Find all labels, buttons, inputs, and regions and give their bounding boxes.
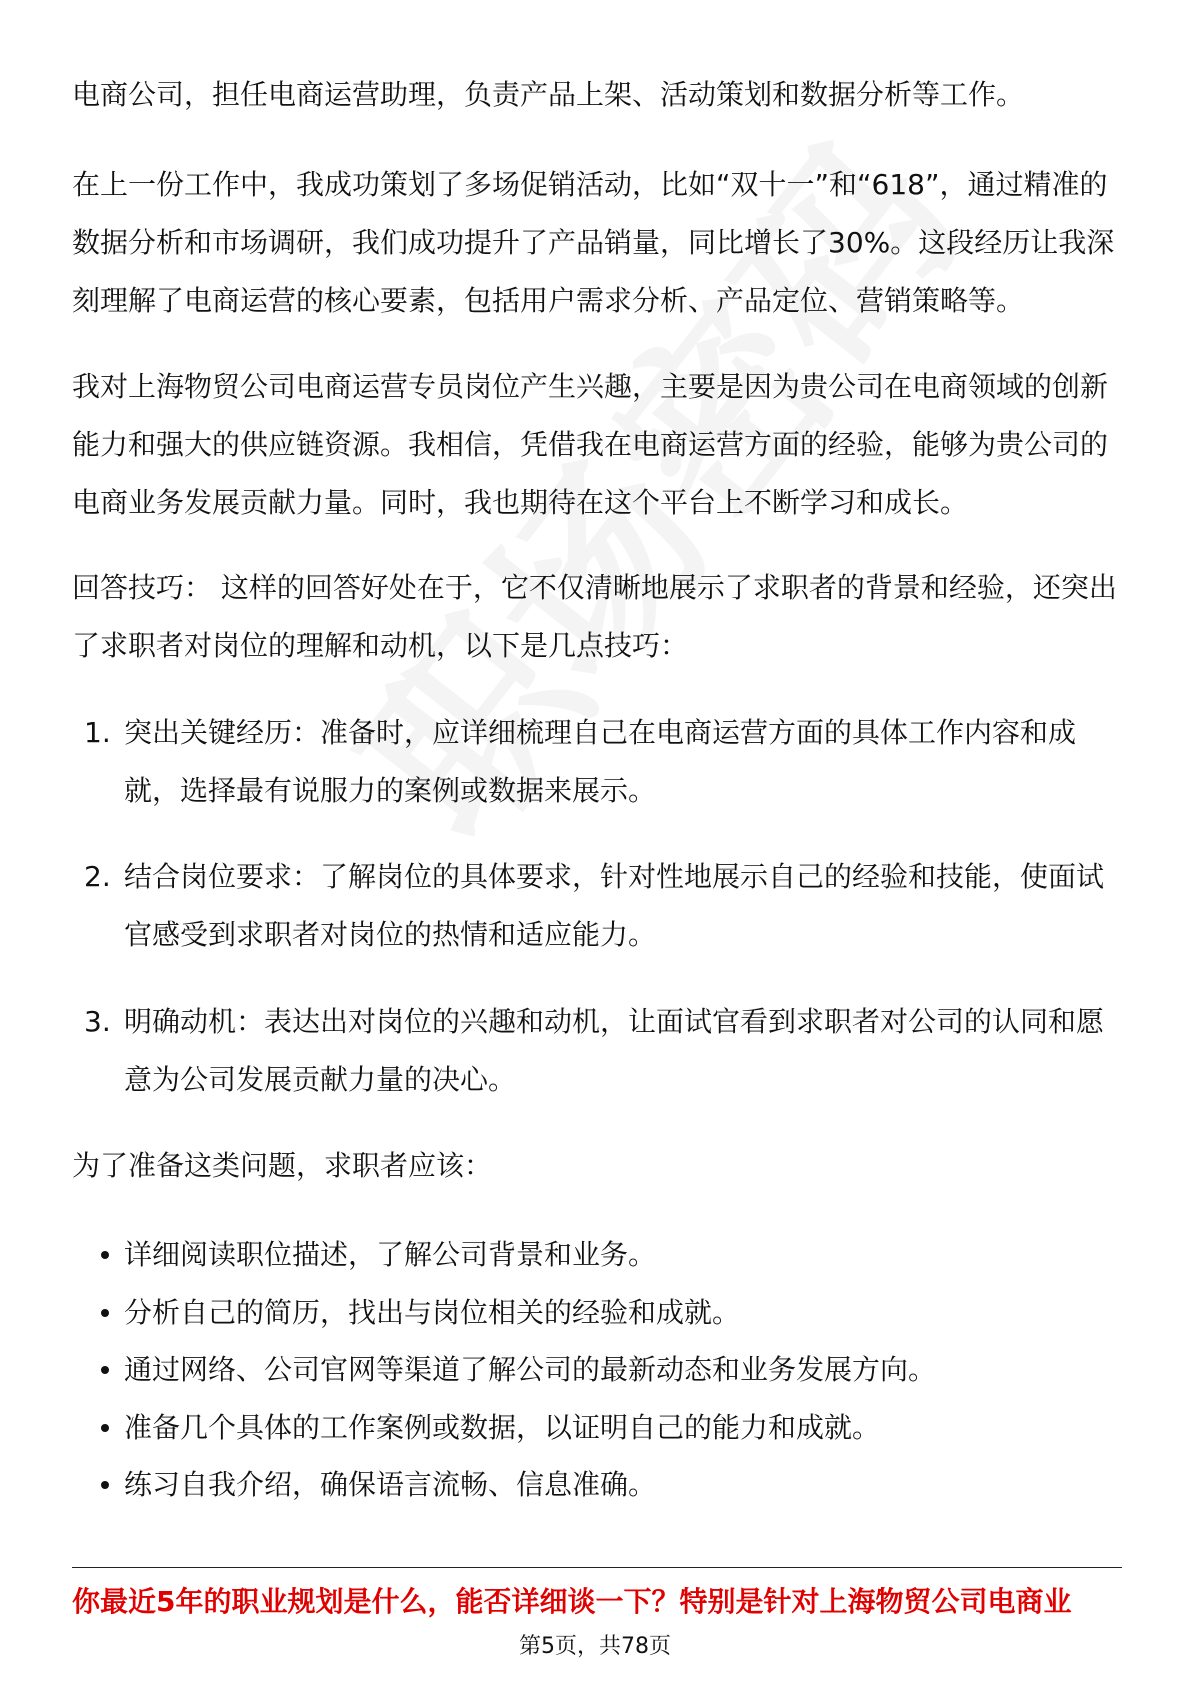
- list-item: [72, 1284, 1122, 1342]
- tip-item: [72, 993, 1122, 1109]
- paragraph-preparation: 为了准备这类问题，求职者应该：: [72, 1149, 493, 1182]
- paragraph-experience: 在上一份工作中，我成功策划了多场促销活动，比如“双十一”和“618”，通过精准的数据分析和市场调研，我们成功提升了产品销量，同比增长了30%。这段经历让我深刻理解了电商运营的核心要素，包括用户需求分析、产品定位、营销策略等。: [72, 168, 1115, 317]
- list-item: [72, 1456, 1122, 1514]
- tip-text: 结合岗位要求：了解岗位的具体要求，针对性地展示自己的经验和技能，使面试官感受到求职者对岗位的热情和适应能力。: [124, 860, 1105, 951]
- list-item-text: 详细阅读职位描述，了解公司背景和业务。: [124, 1238, 657, 1271]
- list-item: [72, 1226, 1122, 1284]
- list-item-text: 准备几个具体的工作案例或数据，以证明自己的能力和成就。: [124, 1410, 881, 1444]
- bullet-icon: [101, 1251, 109, 1259]
- page-indicator: 第5页，共78页: [519, 1634, 671, 1659]
- tip-number: 2.: [84, 860, 111, 893]
- paragraph-motivation: 我对上海物贸公司电商运营专员岗位产生兴趣，主要是因为贵公司在电商领域的创新能力和强大的供应链资源。我相信，凭借我在电商运营方面的经验，能够为贵公司的电商业务发展贡献力量。同时，我也期待在这个平台上不断学习和成长。: [72, 370, 1109, 519]
- tip-text: 明确动机：表达出对岗位的兴趣和动机，让面试官看到求职者对公司的认同和愿意为公司发展贡献力量的决心。: [124, 1005, 1105, 1096]
- list-item-text: 分析自己的简历，找出与岗位相关的经验和成就。: [124, 1295, 741, 1329]
- tip-item: [72, 848, 1122, 964]
- list-item-text: 练习自我介绍，确保语言流畅、信息准确。: [124, 1468, 657, 1501]
- divider: [72, 1567, 1122, 1568]
- tip-item: [72, 704, 1122, 820]
- paragraph-background: 电商公司，担任电商运营助理，负责产品上架、活动策划和数据分析等工作。: [72, 78, 1025, 111]
- list-item: [72, 1399, 1122, 1457]
- next-question-heading: 你最近5年的职业规划是什么，能否详细谈一下？特别是针对上海物贸公司电商业: [72, 1585, 1072, 1618]
- tip-number: 1.: [84, 716, 111, 749]
- bullet-icon: [101, 1424, 109, 1432]
- list-item: [72, 1341, 1122, 1399]
- bullet-icon: [101, 1309, 109, 1317]
- bullet-icon: [101, 1481, 109, 1489]
- tip-number: 3.: [84, 1005, 111, 1038]
- preparation-list: [72, 1226, 1122, 1514]
- list-item-text: 通过网络、公司官网等渠道了解公司的最新动态和业务发展方向。: [124, 1353, 937, 1386]
- bullet-icon: [101, 1366, 109, 1374]
- paragraph-answer-tips: 回答技巧： 这样的回答好处在于，它不仅清晰地展示了求职者的背景和经验，还突出了求职者对岗位的理解和动机，以下是几点技巧：: [72, 571, 1117, 662]
- tip-text: 突出关键经历：准备时，应详细梳理自己在电商运营方面的具体工作内容和成就，选择最有说服力的案例或数据来展示。: [124, 716, 1077, 807]
